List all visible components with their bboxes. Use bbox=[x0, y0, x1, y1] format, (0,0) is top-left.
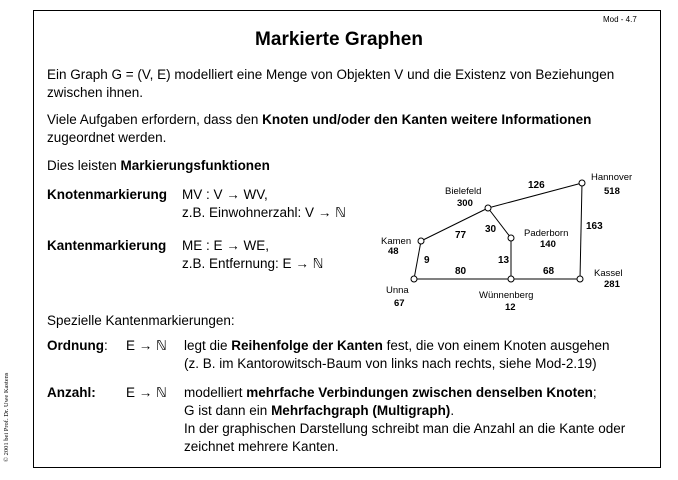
anzahl-text-3: In der graphischen Darstellung schreibt man die Anzahl an die Kante oder bbox=[184, 421, 626, 436]
node-kassel bbox=[577, 276, 583, 282]
edge-label-bielefeld-paderborn: 30 bbox=[485, 224, 497, 235]
intro-line-3-text: Viele Aufgaben erfordern, dass den bbox=[47, 112, 263, 127]
ordnung-label-colon: : bbox=[104, 338, 108, 353]
node-wuennenberg bbox=[508, 276, 514, 282]
copyright-note: © 2001 bei Prof. Dr. Uwe Kastens bbox=[3, 372, 10, 462]
ordnung-text-2: (z. B. im Kantorowitsch-Baum von links nach rechts, siehe Mod-2.19) bbox=[184, 356, 597, 371]
node-value-hannover: 518 bbox=[604, 186, 620, 197]
node-label-paderborn: Paderborn bbox=[524, 228, 569, 239]
node-label-kamen: Kamen bbox=[381, 236, 412, 247]
edge-kamen-unna bbox=[414, 241, 421, 279]
ordnung-label bbox=[47, 337, 108, 355]
anzahl-map: E → ℕ bbox=[126, 385, 167, 400]
anzahl-text-1a: modelliert bbox=[184, 385, 247, 400]
node-label-kassel: Kassel bbox=[594, 268, 623, 279]
knoten-definition: MV : V → WV, bbox=[182, 187, 268, 202]
node-value-wuennenberg: 12 bbox=[505, 302, 516, 313]
anzahl-text-2b: Mehrfachgraph (Multigraph) bbox=[271, 403, 451, 418]
ordnung-text-1b: Reihenfolge der Kanten bbox=[231, 338, 383, 353]
ordnung-map: E → ℕ bbox=[126, 338, 167, 353]
edge-label-bielefeld-kamen: 77 bbox=[455, 230, 467, 241]
special-heading: Spezielle Kantenmarkierungen: bbox=[47, 313, 235, 328]
node-label-hannover: Hannover bbox=[591, 172, 633, 183]
edge-label-kamen-unna: 9 bbox=[424, 255, 430, 266]
anzahl-text-2a: G ist dann ein bbox=[184, 403, 272, 418]
ordnung-text-1 bbox=[184, 337, 610, 355]
intro-line-2: zwischen ihnen. bbox=[47, 85, 144, 100]
node-value-kamen: 48 bbox=[388, 246, 399, 257]
intro-line-4: zugeordnet werden. bbox=[47, 130, 167, 145]
kanten-definition: ME : E → WE, bbox=[182, 238, 270, 253]
module-label: Mod - 4.7 bbox=[603, 15, 637, 24]
node-unna bbox=[411, 276, 417, 282]
intro-line-5-bold: Markierungsfunktionen bbox=[120, 158, 270, 173]
node-bielefeld bbox=[485, 205, 491, 211]
anzahl-text-1 bbox=[184, 384, 597, 402]
kanten-label: Kantenmarkierung bbox=[47, 238, 167, 253]
node-value-bielefeld: 300 bbox=[457, 198, 473, 209]
edge-label-hannover-kassel: 163 bbox=[586, 221, 603, 232]
edge-label-wuennenberg-kassel: 68 bbox=[543, 266, 555, 277]
anzahl-text-4: zeichnet mehrere Kanten. bbox=[184, 439, 339, 454]
anzahl-text-2c: . bbox=[450, 403, 455, 418]
node-label-bielefeld: Bielefeld bbox=[445, 186, 482, 197]
anzahl-text-1c: ; bbox=[592, 385, 597, 400]
page-title: Markierte Graphen bbox=[255, 29, 423, 50]
ordnung-label-text: Ordnung bbox=[47, 338, 104, 353]
ordnung-text-1c: fest, die von einem Knoten ausgehen bbox=[382, 338, 610, 353]
knoten-label: Knotenmarkierung bbox=[47, 187, 168, 202]
node-value-unna: 67 bbox=[394, 298, 405, 309]
kanten-example: z.B. Entfernung: E → ℕ bbox=[182, 256, 324, 271]
intro-line-3-bold: Knoten und/oder den Kanten weitere Informationen bbox=[262, 112, 592, 127]
ordnung-text-1a: legt die bbox=[184, 338, 232, 353]
node-label-wuennenberg: Wünnenberg bbox=[479, 290, 534, 301]
edge-label-unna-wuennenberg: 80 bbox=[455, 266, 467, 277]
node-value-kassel: 281 bbox=[604, 279, 620, 290]
edge-hannover-kassel bbox=[580, 183, 582, 279]
node-paderborn bbox=[508, 235, 514, 241]
node-hannover bbox=[579, 180, 585, 186]
edge-label-bielefeld-hannover: 126 bbox=[528, 180, 545, 191]
knoten-example: z.B. Einwohnerzahl: V → ℕ bbox=[182, 205, 346, 220]
intro-line-5-text: Dies leisten bbox=[47, 158, 121, 173]
node-label-unna: Unna bbox=[386, 285, 409, 296]
node-kamen bbox=[418, 238, 424, 244]
node-value-paderborn: 140 bbox=[540, 239, 556, 250]
anzahl-text-1b: mehrfache Verbindungen zwischen denselben Knoten bbox=[246, 385, 593, 400]
edge-label-paderborn-wuennenberg: 13 bbox=[498, 255, 510, 266]
anzahl-label: Anzahl: bbox=[47, 385, 96, 400]
intro-line-1: Ein Graph G = (V, E) modelliert eine Menge von Objekten V und die Existenz von Beziehungen bbox=[47, 67, 615, 82]
anzahl-text-2 bbox=[184, 402, 454, 420]
